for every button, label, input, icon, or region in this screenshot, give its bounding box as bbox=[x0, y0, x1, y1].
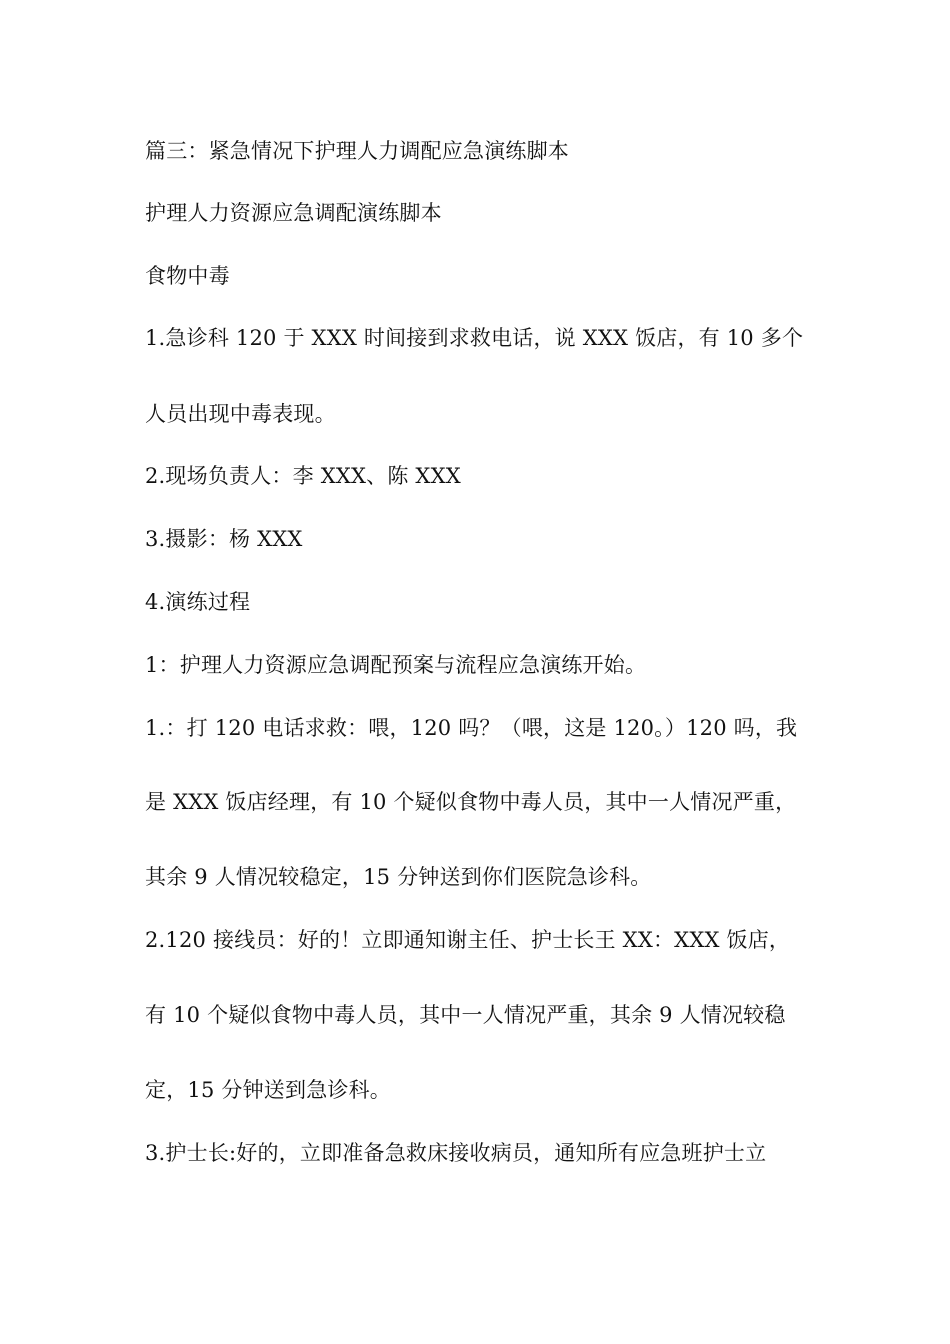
section-heading: 食物中毒 bbox=[145, 264, 230, 288]
paragraph-line: 1：护理人力资源应急调配预案与流程应急演练开始。 bbox=[145, 653, 647, 677]
paragraph-line: 2.现场负责人：李 XXX、陈 XXX bbox=[145, 464, 461, 488]
paragraph-line: 人员出现中毒表现。 bbox=[145, 402, 336, 426]
paragraph-line: 1.：打 120 电话求救：喂，120 吗？（喂，这是 120。）120 吗，我 bbox=[145, 716, 798, 740]
paragraph-line: 1.急诊科 120 于 XXX 时间接到求救电话，说 XXX 饭店，有 10 多个 bbox=[145, 326, 804, 350]
document-subtitle: 护理人力资源应急调配演练脚本 bbox=[145, 201, 442, 225]
document-title: 篇三：紧急情况下护理人力调配应急演练脚本 bbox=[145, 139, 569, 163]
paragraph-line: 4.演练过程 bbox=[145, 590, 251, 614]
paragraph-line: 是 XXX 饭店经理，有 10 个疑似食物中毒人员，其中一人情况严重， bbox=[145, 790, 797, 814]
paragraph-line: 定，15 分钟送到急诊科。 bbox=[145, 1078, 391, 1102]
paragraph-line: 有 10 个疑似食物中毒人员，其中一人情况严重，其余 9 人情况较稳 bbox=[145, 1003, 786, 1027]
paragraph-line: 3.护士长:好的，立即准备急救床接收病员，通知所有应急班护士立 bbox=[145, 1141, 767, 1165]
paragraph-line: 3.摄影：杨 XXX bbox=[145, 527, 303, 551]
paragraph-line: 2.120 接线员：好的！立即通知谢主任、护士长王 XX：XXX 饭店， bbox=[145, 928, 791, 952]
paragraph-line: 其余 9 人情况较稳定，15 分钟送到你们医院急诊科。 bbox=[145, 865, 652, 889]
